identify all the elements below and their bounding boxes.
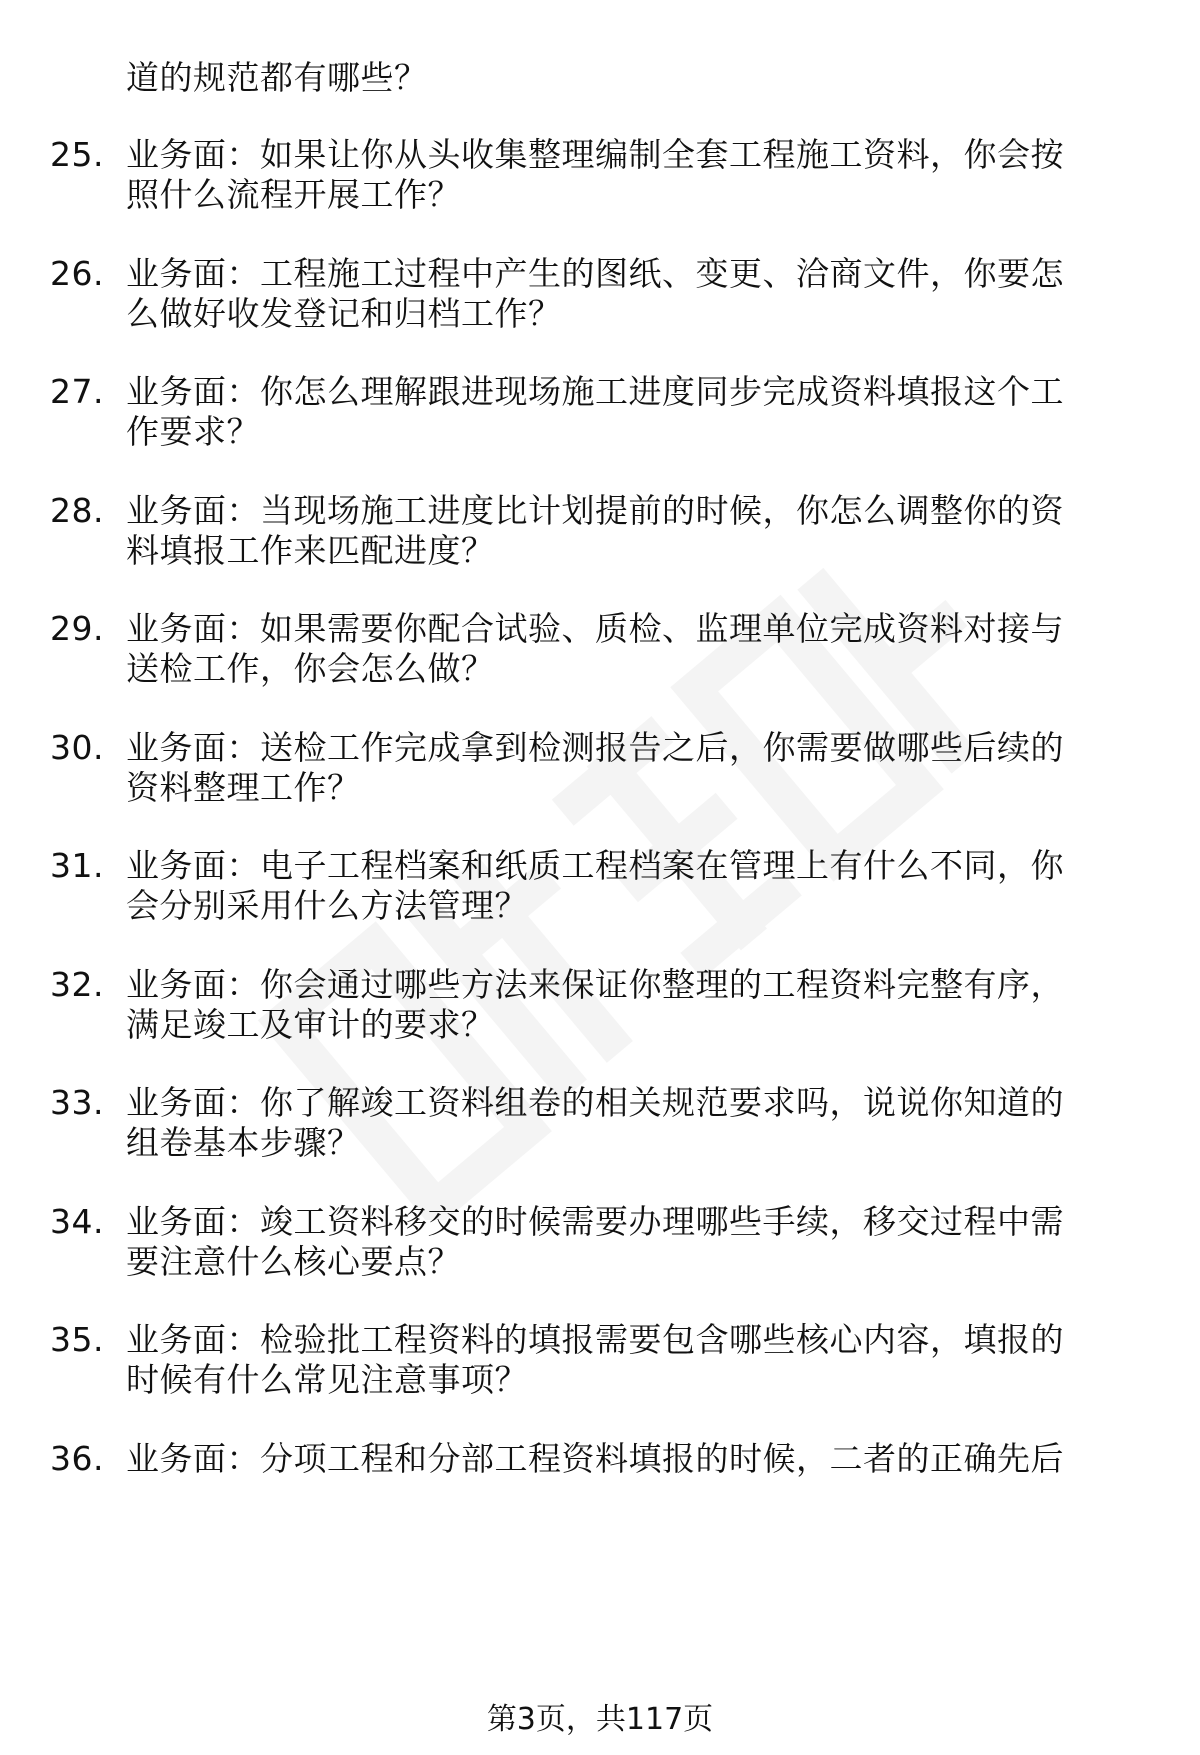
continued-text: 道的规范都有哪些？ — [126, 58, 428, 97]
question-text: 业务面：工程施工过程中产生的图纸、变更、洽商文件，你要怎 — [126, 254, 1064, 293]
question-text-continued: 料填报工作来匹配进度？ — [126, 531, 495, 570]
question-text-continued: 会分别采用什么方法管理？ — [126, 886, 528, 925]
question-text-continued: 么做好收发登记和归档工作？ — [126, 294, 562, 333]
question-text-continued: 时候有什么常见注意事项？ — [126, 1360, 528, 1399]
question-number: 28. — [50, 491, 104, 530]
question-number: 26. — [50, 254, 104, 293]
question-number: 27. — [50, 372, 104, 411]
question-number: 30. — [50, 728, 104, 767]
question-number: 34. — [50, 1202, 104, 1241]
question-text-continued: 要注意什么核心要点？ — [126, 1242, 461, 1281]
question-number: 36. — [50, 1439, 104, 1478]
question-text-continued: 送检工作，你会怎么做？ — [126, 649, 495, 688]
question-text: 业务面：你会通过哪些方法来保证你整理的工程资料完整有序， — [126, 965, 1064, 1004]
question-text-continued: 照什么流程开展工作？ — [126, 175, 461, 214]
question-text-continued: 满足竣工及审计的要求？ — [126, 1005, 495, 1044]
question-text: 业务面：当现场施工进度比计划提前的时候，你怎么调整你的资 — [126, 491, 1064, 530]
question-number: 29. — [50, 609, 104, 648]
question-text: 业务面：竣工资料移交的时候需要办理哪些手续，移交过程中需 — [126, 1202, 1064, 1241]
question-text-continued: 组卷基本步骤？ — [126, 1123, 361, 1162]
question-number: 32. — [50, 965, 104, 1004]
question-text-continued: 作要求？ — [126, 412, 260, 451]
question-text: 业务面：你了解竣工资料组卷的相关规范要求吗，说说你知道的 — [126, 1083, 1064, 1122]
question-number: 33. — [50, 1083, 104, 1122]
question-number: 25. — [50, 135, 104, 174]
question-number: 35. — [50, 1320, 104, 1359]
question-text: 业务面：如果让你从头收集整理编制全套工程施工资料，你会按 — [126, 135, 1064, 174]
question-number: 31. — [50, 846, 104, 885]
question-text-continued: 资料整理工作？ — [126, 768, 361, 807]
question-text: 业务面：检验批工程资料的填报需要包含哪些核心内容，填报的 — [126, 1320, 1064, 1359]
question-text: 业务面：如果需要你配合试验、质检、监理单位完成资料对接与 — [126, 609, 1064, 648]
question-text: 业务面：你怎么理解跟进现场施工进度同步完成资料填报这个工 — [126, 372, 1064, 411]
question-text: 业务面：电子工程档案和纸质工程档案在管理上有什么不同，你 — [126, 846, 1064, 885]
question-text: 业务面：分项工程和分部工程资料填报的时候，二者的正确先后 — [126, 1439, 1064, 1478]
question-text: 业务面：送检工作完成拿到检测报告之后，你需要做哪些后续的 — [126, 728, 1064, 767]
page-footer: 第3页，共117页 — [486, 1702, 714, 1737]
